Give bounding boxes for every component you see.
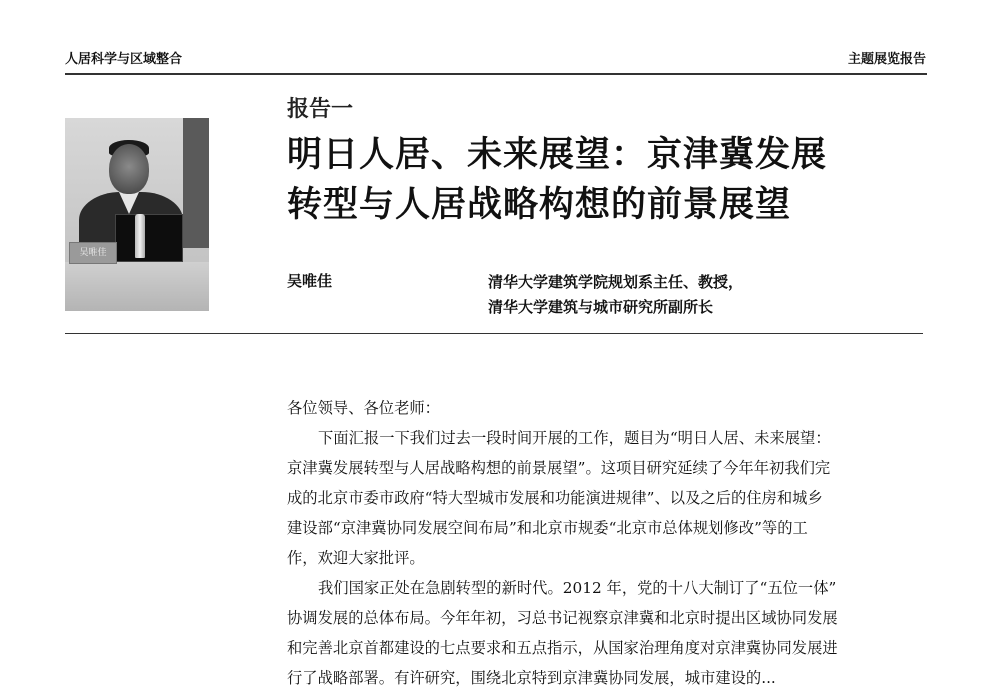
body-line: 作，欢迎大家批评。 — [287, 549, 425, 567]
speaker-head — [109, 144, 149, 194]
nameplate: 吴唯佳 — [69, 242, 117, 264]
header-divider — [65, 73, 927, 75]
body-line: 行了战略部署。有许研究，围绕北京特到京津冀协同发展，城市建设的... — [287, 669, 776, 687]
body-line: 京津冀发展转型与人居战略构想的前景展望”。这项目研究延续了今年年初我们完 — [287, 459, 831, 477]
report-label: 报告一 — [287, 97, 354, 122]
affiliation-line-2: 清华大学建筑与城市研究所副所长 — [488, 298, 714, 316]
article-body — [287, 393, 927, 693]
body-line: 和完善北京首都建设的七点要求和五点指示，从国家治理角度对京津冀协同发展进 — [287, 639, 838, 657]
laptop-icon — [115, 214, 183, 262]
article-title — [287, 130, 947, 230]
running-header-left: 人居科学与区域整合 — [65, 52, 183, 67]
body-line: 建设部“京津冀协同发展空间布局”和北京市规委“北京市总体规划修改”等的工 — [287, 519, 808, 537]
body-line: 成的北京市委市政府“特大型城市发展和功能演进规律”、以及之后的住房和城乡 — [287, 489, 823, 507]
salutation: 各位领导、各位老师： — [287, 399, 440, 417]
running-header-right: 主题展览报告 — [847, 52, 926, 67]
title-line-2: 转型与人居战略构想的前景展望 — [287, 185, 792, 225]
body-line: 下面汇报一下我们过去一段时间开展的工作，题目为“明日人居、未来展望： — [318, 429, 831, 447]
affiliation-line-1: 清华大学建筑学院规划系主任、教授， — [488, 273, 744, 291]
body-line: 我们国家正处在急剧转型的新时代。2012 年，党的十八大制订了“五位一体” — [318, 579, 837, 597]
water-bottle-icon — [135, 214, 145, 258]
author-affiliation — [488, 270, 743, 320]
title-line-1: 明日人居、未来展望：京津冀发展 — [287, 135, 828, 175]
author-name: 吴唯佳 — [287, 272, 333, 290]
section-divider — [65, 333, 923, 334]
body-line: 协调发展的总体布局。今年年初，习总书记视察京津冀和北京时提出区域协同发展 — [287, 609, 838, 627]
speaker-photo — [65, 118, 209, 311]
